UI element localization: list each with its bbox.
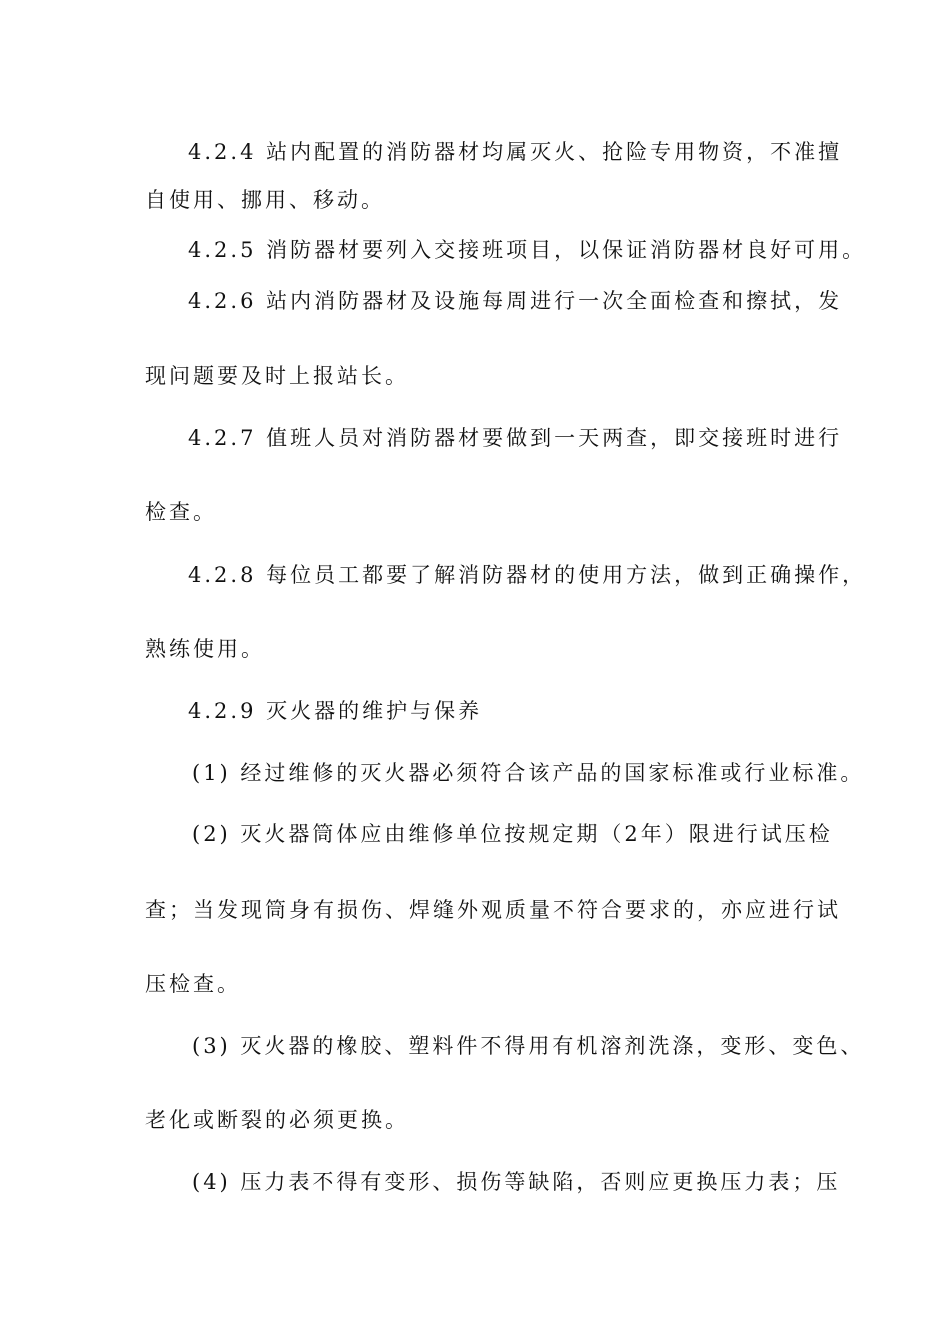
clause-4-2-4-line-1: 4.2.4 站内配置的消防器材均属灭火、抢险专用物资，不准擅 (188, 140, 843, 164)
clause-4-2-7-line-1: 4.2.7 值班人员对消防器材要做到一天两查，即交接班时进行 (188, 426, 843, 450)
clause-4-2-5-line-1: 4.2.5 消防器材要列入交接班项目，以保证消防器材良好可用。 (188, 238, 867, 262)
clause-4-2-4-line-2: 自使用、挪用、移动。 (145, 188, 385, 212)
clause-4-2-9-heading: 4.2.9 灭火器的维护与保养 (188, 699, 483, 723)
clause-4-2-6-line-2: 现问题要及时上报站长。 (145, 364, 409, 388)
clause-4-2-8-line-2: 熟练使用。 (145, 637, 265, 661)
item-2-line-1: (2) 灭火器筒体应由维修单位按规定期（2年）限进行试压检 (192, 822, 833, 846)
item-3-line-2: 老化或断裂的必须更换。 (145, 1108, 409, 1132)
item-3-line-1: (3) 灭火器的橡胶、塑料件不得用有机溶剂洗涤，变形、变色、 (192, 1034, 865, 1058)
item-1-line-1: (1) 经过维修的灭火器必须符合该产品的国家标准或行业标准。 (192, 761, 865, 785)
item-2-line-2: 查；当发现筒身有损伤、焊缝外观质量不符合要求的，亦应进行试 (145, 898, 841, 922)
item-2-line-3: 压检查。 (145, 972, 241, 996)
item-4-line-1: (4) 压力表不得有变形、损伤等缺陷，否则应更换压力表；压 (192, 1170, 841, 1194)
clause-4-2-6-line-1: 4.2.6 站内消防器材及设施每周进行一次全面检查和擦拭，发 (188, 289, 843, 313)
clause-4-2-7-line-2: 检查。 (145, 500, 217, 524)
clause-4-2-8-line-1: 4.2.8 每位员工都要了解消防器材的使用方法，做到正确操作， (188, 563, 867, 587)
